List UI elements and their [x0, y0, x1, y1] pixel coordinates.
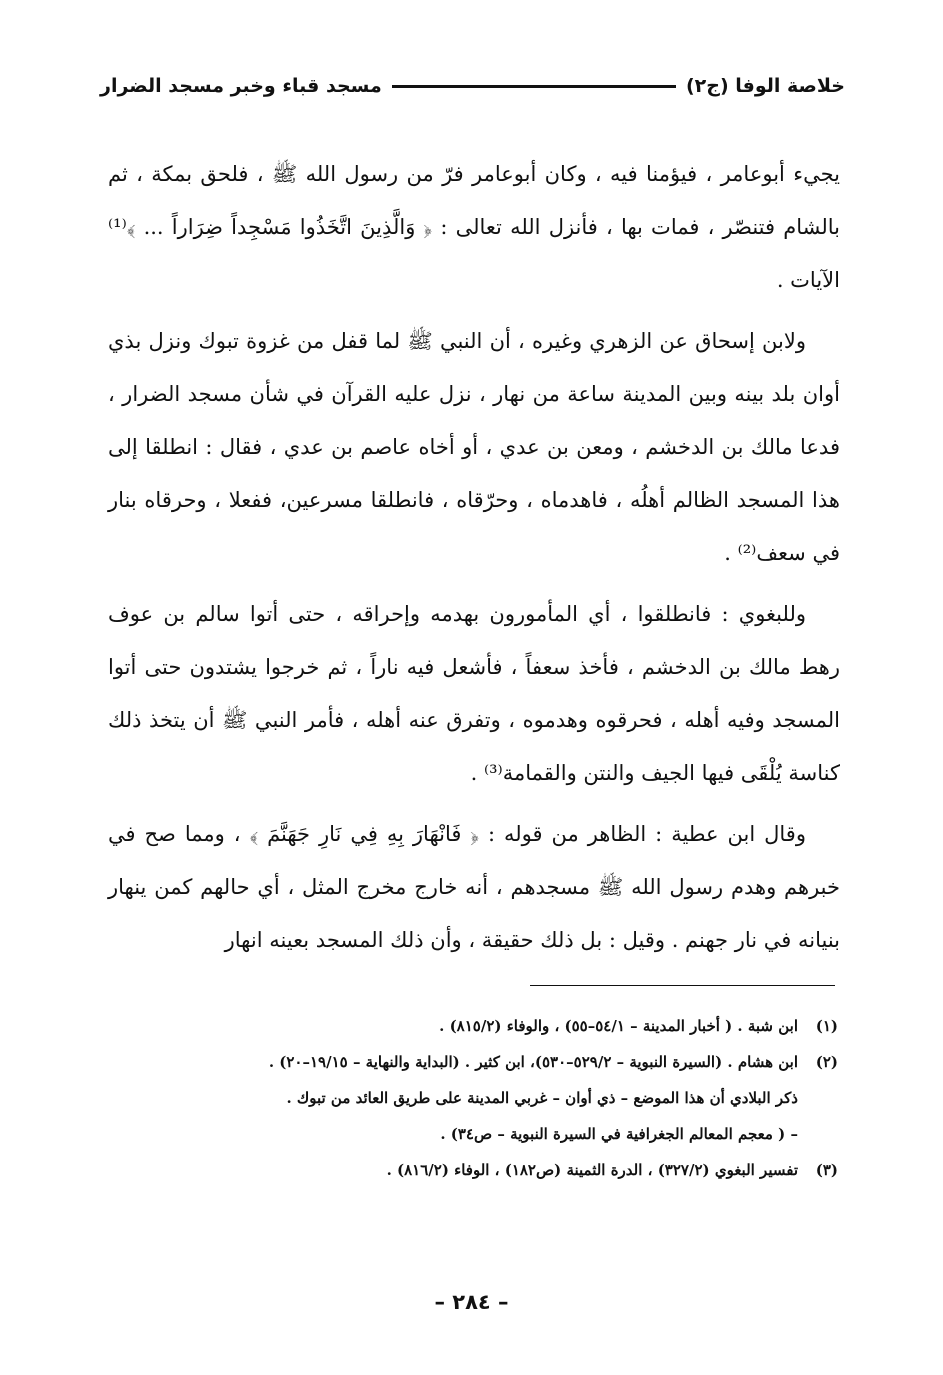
paragraph-3: وللبغوي : فانطلقوا ، أي المأمورون بهدمه وإحراقه ، حتى أتوا سالم بن عوف رهط مالك بن الدخشم ، فأخذ سعفاً ، فأشعل فيه ناراً ، ثم خرجوا يشتدون حتى أتوا المسجد وفيه أهله ، فحرقوه وهدموه ، وتفرق عنه أهله ، فأمر النبي ﷺ أن يتخذ ذلك كناسة يُلْقَى فيها الجيف والنتن والقمامة⁽³⁾ .	[108, 602, 840, 785]
footnote-2-source: – ( معجم المعالم الجغرافية في السيرة النبوية – ص٣٤) .	[440, 1125, 798, 1143]
running-header	[100, 66, 845, 106]
footnote-3	[110, 1152, 838, 1188]
footnote-separator	[530, 985, 835, 986]
paragraph-2: ولابن إسحاق عن الزهري وغيره ، أن النبي ﷺ لما قفل من غزوة تبوك ونزل بذي أوان بلد بينه وبين المدينة ساعة من نهار ، نزل عليه القرآن في شأن مسجد الضرار ، فدعا مالك بن الدخشم ، ومعن بن عدي ، أو أخاه عاصم بن عدي ، فقال : انطلقا إلى هذا المسجد الظالم أهلُه ، فاهدماه ، وحرّقاه ، فانطلقا مسرعين، ففعلا ، وحرقاه بنار في سعف⁽²⁾ .	[108, 329, 840, 565]
page-number: – ٢٨٤ –	[434, 1290, 509, 1314]
footnote-text: تفسير البغوي (٣٢٧/٢) ، الدرة الثمينة (ص١٨٢) ، الوفاء (٨١٦/٢) .	[386, 1161, 798, 1179]
chapter-title: مسجد قباء وخبر مسجد الضرار	[100, 75, 382, 97]
footnote-text: ابن شبة . ( أخبار المدينة – ٥٤/١–٥٥) ، والوفاء (٨١٥/٢) .	[439, 1017, 798, 1035]
footnote-1	[110, 1008, 838, 1044]
paragraph-4: وقال ابن عطية : الظاهر من قوله : ﴿ فَانْهَارَ بِهِ فِي نَارِ جَهَنَّمَ ﴾ ، ومما صح في خبرهم وهدم رسول الله ﷺ مسجدهم ، أنه خارج مخرج المثل ، أي حالهم كمن ينهار بنيانه في نار جهنم . وقيل : بل ذلك حقيقة ، وأن ذلك المسجد بعينه انهار	[108, 822, 840, 952]
book-title: خلاصة الوفا (ج٢)	[685, 75, 845, 97]
footnote-number: (١)	[815, 1017, 838, 1035]
footnote-text: ابن هشام . (السيرة النبوية – ٥٢٩/٢–٥٣٠)، ابن كثير . (البداية والنهاية – ١٩/١٥–٢٠) .	[268, 1053, 798, 1071]
footnote-number: (٣)	[815, 1161, 838, 1179]
footnote-2	[110, 1044, 838, 1080]
footnote-2-note: ذكر البلادي أن هذا الموضع – ذي أوان – غربي المدينة على طريق العائد من تبوك .	[286, 1089, 798, 1107]
footnotes	[110, 1008, 838, 1188]
footnote-number: (٢)	[815, 1053, 838, 1071]
header-rule	[392, 85, 676, 88]
paragraph-1: يجيء أبوعامر ، فيؤمنا فيه ، وكان أبوعامر فرّ من رسول الله ﷺ ، فلحق بمكة ، ثم بالشام فتنصّر ، فمات بها ، فأنزل الله تعالى : ﴿ وَالَّذِينَ اتَّخَذُوا مَسْجِداً ضِرَاراً ... ﴾⁽¹⁾ الآيات .	[108, 162, 840, 292]
main-text	[108, 148, 840, 975]
